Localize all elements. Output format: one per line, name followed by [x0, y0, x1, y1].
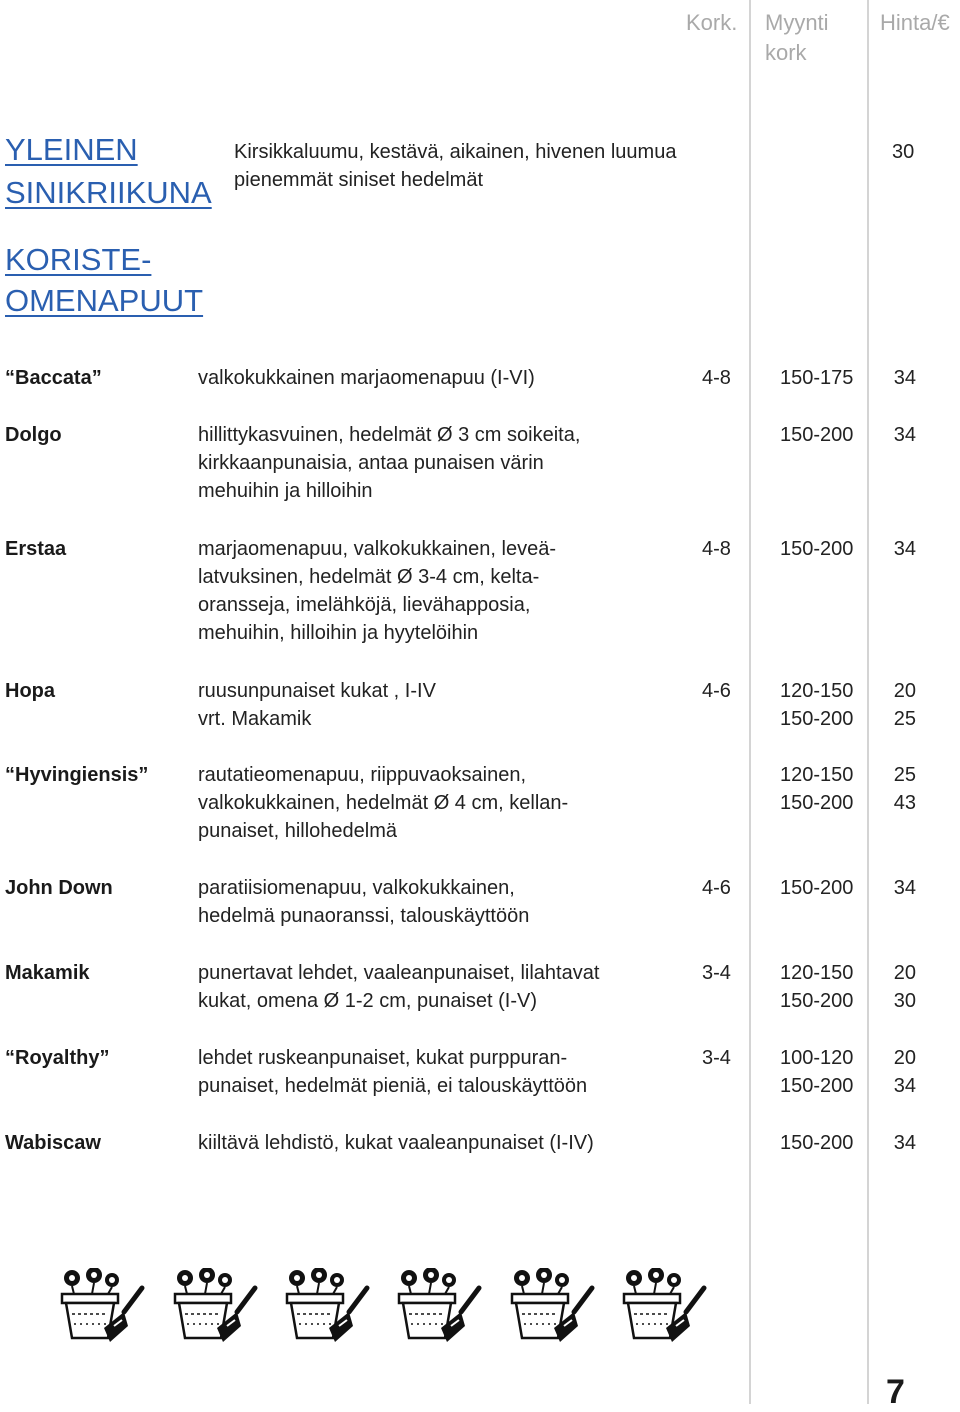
product-price: 30 [893, 990, 916, 1012]
product-description-line: kukat, omena Ø 1-2 cm, punaiset (I-V) [198, 990, 538, 1012]
product-name: “Royalthy” [5, 1047, 110, 1069]
product-description-line: marjaomenapuu, valkokukkainen, leveä- [198, 538, 556, 560]
product-description-line: rautatieomenapuu, riippuvaoksainen, [198, 764, 526, 786]
product-sale-height: 150-200 [780, 792, 854, 814]
product-description-line: punertavat lehdet, vaaleanpunaiset, lilahtavat [198, 962, 600, 984]
product-price: 34 [893, 877, 916, 899]
product-description-line: oransseja, imelähköjä, lievähapposia, [198, 594, 531, 616]
header-sale-height-1: Myynti [765, 10, 829, 35]
product-description-line: latvuksinen, hedelmät Ø 3-4 cm, kelta- [198, 566, 540, 588]
product-sale-height: 120-150 [780, 680, 854, 702]
product-description-line: valkokukkainen marjaomenapuu (I-VI) [198, 367, 535, 389]
section-title-omenapuut: OMENAPUUT [5, 283, 204, 318]
column-divider-price [867, 0, 869, 1404]
product-height: 4-6 [702, 680, 731, 702]
product-height: 3-4 [702, 962, 731, 984]
flowerpot-trowel-icon [502, 1268, 608, 1351]
product-sale-height: 120-150 [780, 962, 854, 984]
product-sale-height: 150-200 [780, 1132, 854, 1154]
flowerpot-trowel-icon [389, 1268, 495, 1351]
product-name: Erstaa [5, 538, 67, 560]
product-description-line: ruusunpunaiset kukat , I-IV [198, 680, 436, 702]
product-price: 20 [893, 962, 916, 984]
product-description-line: kirkkaanpunaisia, antaa punaisen värin [198, 452, 544, 474]
product-sale-height: 120-150 [780, 764, 854, 786]
page-number: 7 [886, 1373, 905, 1411]
product-sale-height: 150-200 [780, 708, 854, 730]
product-description-line: kiiltävä lehdistö, kukat vaaleanpunaiset (I-IV) [198, 1132, 594, 1154]
product-height: 3-4 [702, 1047, 731, 1069]
section-title-yleinen: YLEINEN [5, 132, 138, 167]
section-title-sinikriikuna: SINIKRIIKUNA [5, 175, 212, 210]
product-description-line: punaiset, hillohedelmä [198, 820, 398, 842]
product-description-line: lehdet ruskeanpunaiset, kukat purppuran- [198, 1047, 568, 1069]
product-description-line: hillittykasvuinen, hedelmät Ø 3 cm soikeita, [198, 424, 581, 446]
product-name: John Down [5, 877, 113, 899]
product-description-line: punaiset, hedelmät pieniä, ei talouskäyttöön [198, 1075, 588, 1097]
column-divider-height [749, 0, 751, 1404]
product-sale-height: 150-200 [780, 877, 854, 899]
intro-description-2: pienemmät siniset hedelmät [234, 169, 484, 191]
product-price: 20 [893, 680, 916, 702]
product-sale-height: 150-200 [780, 1075, 854, 1097]
product-name: Hopa [5, 680, 55, 702]
section-title-koriste: KORISTE- [5, 242, 152, 277]
product-price: 34 [893, 424, 916, 446]
flowerpot-trowel-icon [277, 1268, 383, 1351]
product-price: 25 [893, 708, 916, 730]
product-name: “Hyvingiensis” [5, 764, 149, 786]
product-description-line: mehuihin ja hilloihin [198, 480, 373, 502]
product-sale-height: 150-200 [780, 424, 854, 446]
product-price: 34 [893, 367, 916, 389]
product-height: 4-8 [702, 367, 731, 389]
product-height: 4-6 [702, 877, 731, 899]
product-height: 4-8 [702, 538, 731, 560]
product-description-line: paratiisiomenapuu, valkokukkainen, [198, 877, 515, 899]
product-description-line: hedelmä punaoranssi, talouskäyttöön [198, 905, 530, 927]
product-sale-height: 150-175 [780, 367, 854, 389]
product-sale-height: 100-120 [780, 1047, 854, 1069]
product-price: 34 [893, 1075, 916, 1097]
product-sale-height: 150-200 [780, 990, 854, 1012]
product-description-line: mehuihin, hilloihin ja hyytelöihin [198, 622, 479, 644]
intro-price: 30 [892, 141, 915, 163]
intro-description-1: Kirsikkaluumu, kestävä, aikainen, hivenen luumua [234, 141, 677, 163]
header-height: Kork. [686, 10, 738, 35]
product-name: Wabiscaw [5, 1132, 101, 1154]
product-name: “Baccata” [5, 367, 102, 389]
product-name: Dolgo [5, 424, 62, 446]
product-price: 20 [893, 1047, 916, 1069]
flowerpot-trowel-icon [614, 1268, 720, 1351]
product-description-line: valkokukkainen, hedelmät Ø 4 cm, kellan- [198, 792, 569, 814]
product-price: 34 [893, 538, 916, 560]
product-price: 43 [893, 792, 916, 814]
product-price: 25 [893, 764, 916, 786]
product-description-line: vrt. Makamik [198, 708, 312, 730]
product-sale-height: 150-200 [780, 538, 854, 560]
flowerpot-trowel-icon [165, 1268, 271, 1351]
header-sale-height-2: kork [765, 40, 807, 65]
flowerpot-trowel-icon [52, 1268, 158, 1351]
product-name: Makamik [5, 962, 90, 984]
header-price: Hinta/€ [880, 10, 950, 35]
product-price: 34 [893, 1132, 916, 1154]
